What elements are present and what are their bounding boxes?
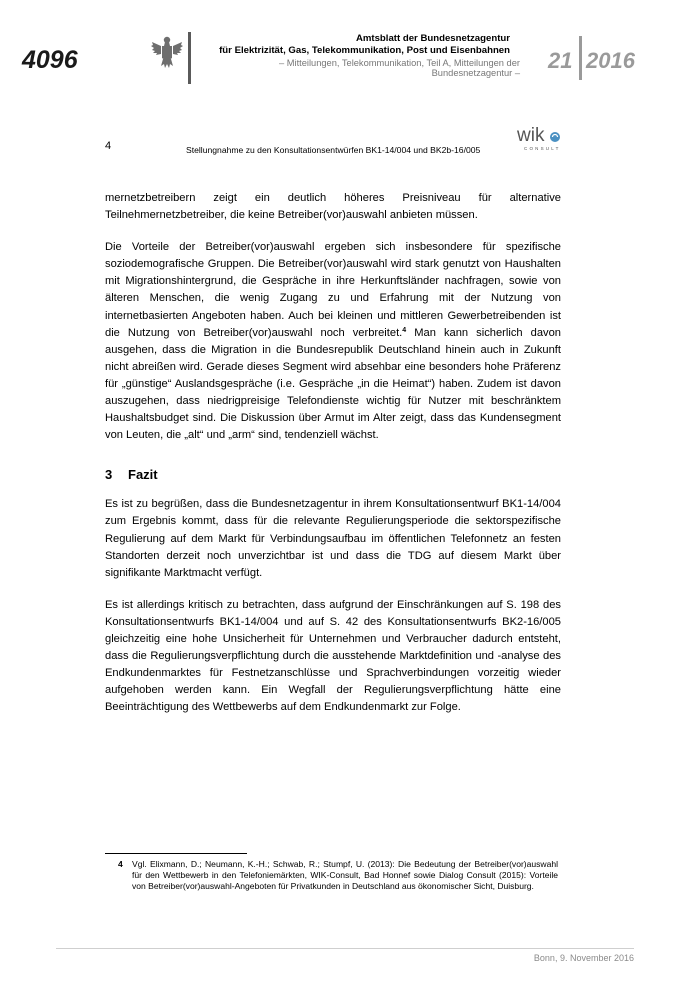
footer-rule [56,948,634,949]
section-title: Fazit [128,467,158,483]
gazette-page-number: 4096 [22,46,78,74]
footnote-separator [105,853,247,854]
footer-date: Bonn, 9. November 2016 [533,953,634,963]
section-heading [105,466,561,484]
federal-eagle-icon [150,34,184,70]
document-page-number: 4 [105,140,112,152]
footnote [118,859,558,893]
document-body [105,190,561,731]
paragraph-2 [105,239,561,444]
gazette-subtitle: – Mitteilungen, Telekommunikation, Teil A, Mitteilungen der Bundesnetzagentur – [279,58,520,78]
paragraph-3: Es ist zu begrüßen, dass die Bundesnetzagentur in ihrem Konsultationsentwurf BK1-14/004 zum Ergebnis kommt, dass für die relevante Regulierungsperiode die sektorspezifische Regulierung auf dem Markt für Verbindungsaufbau im öffentlichen Telefonnetz an festen Standorten derzeit noch unverzichtbar ist und dass die TDG auf diesem Markt über signifikante Marktmacht verfügt. [105,498,561,579]
paragraph-2-part-a: Die Vorteile der Betreiber(vor)auswahl ergeben sich insbesondere für spezifische soziodemografische Gruppen. Die Betreiber(vor)auswahl wird stark genutzt von Haushalten mit Migrationshintergrund, die Gespräche in ihre Herkunftsländer nachfragen, sowie von älteren Menschen, die wenig Zugang zu und Erfahrung mit der Nutzung von internetbasierten Angeboten haben. Auch bei kleinen und mittleren Gewerbetreibenden ist die Nutzung von Betreiber(vor)auswahl noch verbreitet. [105,241,561,339]
issue-year: 2016 [586,48,635,73]
gazette-title [196,33,510,57]
paragraph-1: mernetzbetreibern zeigt ein deutlich höheres Preisniveau für alternative Teilnehmernetzbetreiber, die keine Betreiber(vor)auswahl anbieten müssen. [105,192,561,222]
issue-number: 21 [548,48,573,73]
wik-consult-logo [517,124,561,152]
section-number: 3 [105,467,113,483]
document-running-title: Stellungnahme zu den Konsultationsentwürfen BK1-14/004 und BK2b-16/005 [186,145,481,155]
footnote-reference[interactable]: 4 [402,326,407,334]
wik-logo-text: wik [517,125,545,146]
gazette-title-line1: Amtsblatt der Bundesnetzagentur [355,33,510,44]
issue-divider [579,36,582,80]
header-divider [188,32,191,84]
paragraph-2-part-b: Man kann sicherlich davon ausgehen, dass die Migration in die Bundesrepublik Deutschland hinein auch in Zukunft nicht abreißen wird. Gerade dieses Segment wird absehbar eine besonders hohe Präferenz für „günstige“ Auslandsgespräche (i.e. Gespräche „in die Heimat“) haben. Zudem ist davon auszugehen, dass niedrigpreisige Telefondienste wichtig für Nutzer mit beschränktem Haushaltsbudget sind. Die Diskussion über Armut im Alter zeigt, dass das Kundensegment von Leuten, die „alt“ und „arm“ sind, tendenziell wächst. [105,326,562,442]
gazette-title-line2: für Elektrizität, Gas, Telekommunikation, Post und Eisenbahnen [219,45,510,56]
paragraph-4: Es ist allerdings kritisch zu betrachten, dass aufgrund der Einschränkungen auf S. 198 des Konsultationsentwurfs BK1-14/004 und auf S. 42 des Konsultationsentwurfs BK2-16/005 gleichzeitig eine hohe Unsicherheit für Unternehmen und Verbraucher dadurch entsteht, dass die Regulierungsverpflichtung durch die ausstehende Marktdefinition und -analyse des Endkundenmarktes für Festnetzanschlüsse und Sprachverbindungen vorzeitig wieder aufgehoben werden kann. Ein Wegfall der Regulierungsverpflichtung hätte eine Beeinträchtigung des Wettbewerbs auf dem Endkundenmarkt zur Folge. [105,598,561,714]
footnote-number: 4 [118,859,123,869]
wik-logo-dot-icon [550,132,560,142]
footnote-text: Vgl. Elixmann, D.; Neumann, K.-H.; Schwab, R.; Stumpf, U. (2013): Die Bedeutung der Betreiber(vor)auswahl für den Wettbewerb in den Telefoniemärkten, WIK-Consult, Bad Honnef sowie Dialog Consult (2015): Vorteile von Betreiber(vor)auswahl-Angeboten für Privatkunden in Deutschland aus ökonomischer Sicht, Duisburg. [132,859,558,892]
wik-logo-subtext: CONSULT [524,146,561,151]
